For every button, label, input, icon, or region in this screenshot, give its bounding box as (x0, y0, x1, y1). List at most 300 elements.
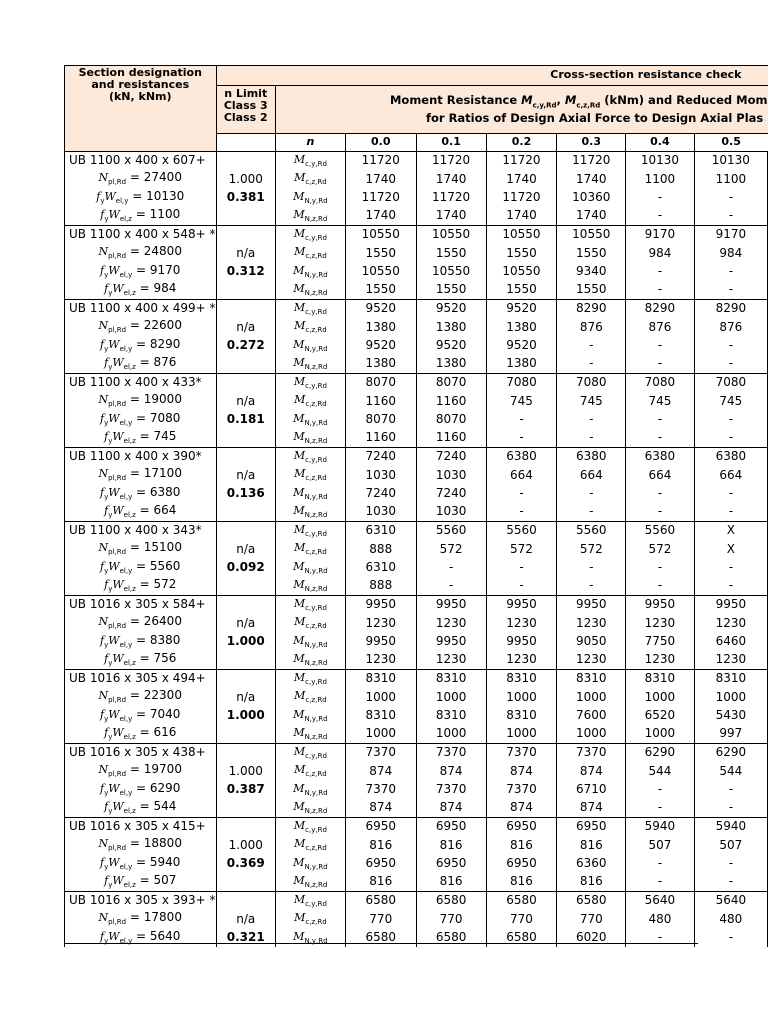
table-row (65, 873, 768, 892)
fy-wel-y: $f_yW_{el,y} = 6290$ (65, 781, 217, 800)
value-cell: 9950 (416, 596, 486, 615)
n-limit-class2: 0.321 (216, 929, 275, 948)
value-cell: 1000 (626, 688, 695, 707)
npl-rd: $N_{pl,Rd} = 24800$ (65, 244, 217, 263)
value-cell: 1160 (416, 392, 486, 411)
value-cell: 1380 (345, 355, 416, 374)
value-cell: 9520 (345, 337, 416, 356)
moment-label-subscript: N,y,Rd (304, 271, 328, 279)
table-row (65, 855, 768, 874)
moment-label: $M_{N,z,Rd}$ (275, 355, 345, 374)
value-cell: 1000 (694, 688, 767, 707)
moment-label-subscript: c,z,Rd (305, 622, 327, 631)
value-cell: 6950 (486, 818, 557, 837)
n-limit-blank (216, 503, 275, 522)
value-cell: - (557, 503, 626, 522)
section-name: UB 1100 x 400 x 499+ * (65, 300, 217, 319)
moment-label: $M_{c,z,Rd}$ (275, 614, 345, 633)
value-cell: 8310 (345, 707, 416, 726)
value-cell: 984 (626, 244, 695, 263)
moment-label: $M_{N,y,Rd}$ (275, 929, 345, 948)
value-cell: 6710 (557, 781, 626, 800)
value-cell: 888 (345, 577, 416, 596)
n-limit-blank (216, 281, 275, 300)
moment-label: $M_{c,y,Rd}$ (275, 596, 345, 615)
fwy-value: 5640 (149, 928, 181, 943)
table-row (65, 300, 768, 319)
npl-value: 19700 (143, 762, 182, 777)
value-cell: - (694, 873, 767, 892)
moment-label: $M_{c,z,Rd}$ (275, 318, 345, 337)
fy-wel-y: $f_yW_{el,y} = 5640$ (65, 929, 217, 948)
value-cell: 816 (486, 873, 557, 892)
value-cell: 1000 (345, 725, 416, 744)
moment-label: $M_{c,y,Rd}$ (275, 522, 345, 541)
value-cell: 7600 (557, 707, 626, 726)
n-limit-blank (216, 300, 275, 319)
n-limit-class3: n/a (216, 392, 275, 411)
moment-label-subscript: c,y,Rd (305, 234, 327, 243)
value-cell: - (626, 411, 695, 430)
value-cell: 1740 (416, 170, 486, 189)
moment-subscript: c,y,Rd (532, 101, 557, 110)
value-cell: 8070 (416, 374, 486, 393)
value-cell: 9170 (694, 226, 767, 245)
value-cell: - (694, 337, 767, 356)
moment-label-subscript: c,y,Rd (305, 900, 327, 909)
fy-wel-z: $f_yW_{el,z} = 616$ (65, 725, 217, 744)
fy-wel-z: $f_yW_{el,z} = 1100$ (65, 207, 217, 226)
moment-label-subscript: c,z,Rd (305, 400, 327, 409)
value-cell: - (626, 503, 695, 522)
value-cell: 8070 (345, 374, 416, 393)
n-limit-class3: n/a (216, 614, 275, 633)
value-cell: 984 (694, 244, 767, 263)
section-header-line: Section designation (78, 66, 202, 79)
value-cell: 1230 (626, 651, 695, 670)
fwy-value: 10130 (146, 188, 185, 203)
value-cell: 664 (626, 466, 695, 485)
value-cell: 664 (486, 466, 557, 485)
value-cell: 7370 (345, 781, 416, 800)
value-cell: 5560 (557, 522, 626, 541)
moment-label-subscript: c,y,Rd (305, 604, 327, 613)
fwz-value: 1100 (149, 207, 181, 222)
moment-label-subscript: N,y,Rd (304, 567, 328, 575)
value-cell: 1380 (486, 318, 557, 337)
npl-value: 15100 (143, 540, 182, 555)
value-cell: 507 (694, 836, 767, 855)
npl-rd: $N_{pl,Rd} = 19700$ (65, 762, 217, 781)
n-limit-class2: 0.092 (216, 559, 275, 578)
value-cell: 888 (345, 540, 416, 559)
value-cell: 1740 (486, 207, 557, 226)
value-cell: 11720 (486, 189, 557, 208)
value-cell: - (486, 429, 557, 448)
n-limit-blank (216, 670, 275, 689)
fy-wel-z: $f_yW_{el,z} = 664$ (65, 503, 217, 522)
npl-rd: $N_{pl,Rd} = 26400$ (65, 614, 217, 633)
table-row (65, 337, 768, 356)
value-cell: 10550 (345, 226, 416, 245)
moment-label-subscript: N,y,Rd (304, 789, 328, 797)
moment-label-subscript: N,y,Rd (304, 419, 328, 427)
npl-rd: $N_{pl,Rd} = 27400$ (65, 170, 217, 189)
value-cell: 745 (486, 392, 557, 411)
n-limit-blank (216, 374, 275, 393)
npl-value: 17100 (143, 466, 182, 481)
value-cell: 6380 (486, 448, 557, 467)
value-cell: 1230 (486, 651, 557, 670)
value-cell: - (626, 281, 695, 300)
moment-label: $M_{N,z,Rd}$ (275, 503, 345, 522)
n-limit-class2: 1.000 (216, 707, 275, 726)
value-cell: 770 (416, 910, 486, 929)
moment-label: $M_{N,y,Rd}$ (275, 855, 345, 874)
n-value: 0.1 (416, 134, 486, 152)
value-cell: 6580 (345, 929, 416, 948)
n-limit-class3: n/a (216, 540, 275, 559)
n-limit-class2: 0.136 (216, 485, 275, 504)
value-cell: 9050 (557, 633, 626, 652)
value-cell: 10550 (486, 226, 557, 245)
n-limit-class2: 0.369 (216, 855, 275, 874)
moment-label: $M_{c,z,Rd}$ (275, 170, 345, 189)
value-cell: 6310 (345, 522, 416, 541)
value-cell: 1740 (345, 170, 416, 189)
value-cell: - (557, 485, 626, 504)
n-limit-blank (216, 207, 275, 226)
value-cell: 9520 (416, 337, 486, 356)
value-cell: - (626, 207, 695, 226)
value-cell: 1380 (416, 318, 486, 337)
fwz-value: 544 (153, 799, 177, 814)
value-cell: - (416, 577, 486, 596)
value-cell: 9170 (626, 226, 695, 245)
moment-label-subscript: c,y,Rd (305, 678, 327, 687)
fy-wel-z: $f_yW_{el,z} = 876$ (65, 355, 217, 374)
value-cell: 874 (557, 799, 626, 818)
moment-subscript: c,z,Rd (576, 101, 601, 110)
value-cell: 664 (694, 466, 767, 485)
section-name: UB 1016 x 305 x 584+ (65, 596, 217, 615)
n-limit-class3: 1.000 (216, 836, 275, 855)
fy-wel-y: $f_yW_{el,y} = 5560$ (65, 559, 217, 578)
header-row-1 (65, 66, 768, 86)
value-cell: 1550 (486, 244, 557, 263)
fwy-value: 6380 (149, 484, 181, 499)
n-value: 0.2 (486, 134, 557, 152)
value-cell: 9520 (345, 300, 416, 319)
moment-label: $M_{c,y,Rd}$ (275, 670, 345, 689)
value-cell: 8290 (557, 300, 626, 319)
value-cell: 745 (557, 392, 626, 411)
value-cell: - (626, 189, 695, 208)
moment-label: $M_{N,z,Rd}$ (275, 281, 345, 300)
table-row (65, 688, 768, 707)
value-cell: 1550 (557, 281, 626, 300)
n-limit-class2: 0.387 (216, 781, 275, 800)
value-cell: - (486, 559, 557, 578)
table-row (65, 318, 768, 337)
value-cell: 770 (345, 910, 416, 929)
value-cell: 6310 (345, 559, 416, 578)
n-limit-class3: n/a (216, 466, 275, 485)
value-cell: 1380 (486, 355, 557, 374)
value-cell: 10550 (557, 226, 626, 245)
value-cell: 572 (416, 540, 486, 559)
table-row (65, 466, 768, 485)
fwz-value: 984 (153, 281, 177, 296)
fwz-value: 876 (153, 355, 177, 370)
moment-label: $M_{c,z,Rd}$ (275, 466, 345, 485)
moment-label: $M_{c,y,Rd}$ (275, 744, 345, 763)
value-cell: 9520 (486, 337, 557, 356)
value-cell: 1230 (486, 614, 557, 633)
section-name: UB 1016 x 305 x 415+ (65, 818, 217, 837)
npl-rd: $N_{pl,Rd} = 18800$ (65, 836, 217, 855)
moment-label: $M_{c,y,Rd}$ (275, 226, 345, 245)
table-row (65, 596, 768, 615)
npl-value: 22600 (143, 318, 182, 333)
value-cell: 480 (626, 910, 695, 929)
value-cell: 745 (694, 392, 767, 411)
value-cell: 8310 (486, 707, 557, 726)
npl-rd: $N_{pl,Rd} = 15100$ (65, 540, 217, 559)
value-cell: 7080 (486, 374, 557, 393)
moment-label-subscript: c,z,Rd (305, 326, 327, 335)
n-limit-class3: n/a (216, 688, 275, 707)
fwy-value: 8290 (149, 336, 181, 351)
moment-label-subscript: c,z,Rd (305, 474, 327, 483)
fy-wel-y: $f_yW_{el,y} = 8380$ (65, 633, 217, 652)
value-cell: - (557, 429, 626, 448)
value-cell: 816 (486, 836, 557, 855)
value-cell: 1550 (557, 244, 626, 263)
n-limit-blank (216, 873, 275, 892)
value-cell: 6290 (694, 744, 767, 763)
value-cell: 876 (694, 318, 767, 337)
fy-wel-z: $f_yW_{el,z} = 984$ (65, 281, 217, 300)
table-row (65, 744, 768, 763)
npl-value: 18800 (143, 836, 182, 851)
moment-label-subscript: c,z,Rd (305, 770, 327, 779)
moment-label: $M_{N,z,Rd}$ (275, 429, 345, 448)
table-row (65, 651, 768, 670)
moment-label-subscript: c,z,Rd (305, 548, 327, 557)
table-row (65, 226, 768, 245)
moment-label-subscript: c,y,Rd (305, 826, 327, 835)
n-limit-class3: 1.000 (216, 170, 275, 189)
value-cell: 1380 (416, 355, 486, 374)
value-cell: - (626, 263, 695, 282)
value-cell: - (694, 355, 767, 374)
value-cell: 1000 (626, 725, 695, 744)
value-cell: 1000 (416, 688, 486, 707)
value-cell: - (694, 281, 767, 300)
npl-rd: $N_{pl,Rd} = 19000$ (65, 392, 217, 411)
resistance-table (64, 65, 768, 947)
value-cell: - (557, 337, 626, 356)
value-cell: 1100 (694, 170, 767, 189)
value-cell: 1740 (416, 207, 486, 226)
value-cell: - (626, 429, 695, 448)
table-row (65, 836, 768, 855)
table-row (65, 244, 768, 263)
table-row (65, 929, 768, 948)
moment-label-subscript: c,y,Rd (305, 456, 327, 465)
value-cell: 1230 (557, 651, 626, 670)
value-cell: 6950 (345, 855, 416, 874)
n-value: 0.4 (626, 134, 695, 152)
fy-wel-y: $f_yW_{el,y} = 5940$ (65, 855, 217, 874)
value-cell: 1160 (345, 392, 416, 411)
value-cell: - (626, 355, 695, 374)
n-blank-cell (216, 134, 275, 152)
value-cell: 480 (694, 910, 767, 929)
section-name: UB 1016 x 305 x 438+ (65, 744, 217, 763)
moment-label: $M_{c,y,Rd}$ (275, 374, 345, 393)
value-cell: 1230 (694, 651, 767, 670)
value-cell: 572 (626, 540, 695, 559)
n-value: 0.0 (345, 134, 416, 152)
section-header-line: (kN, kNm) (108, 90, 172, 104)
value-cell: 9950 (345, 633, 416, 652)
value-cell: - (694, 855, 767, 874)
fy-wel-y: $f_yW_{el,y} = 6380$ (65, 485, 217, 504)
value-cell: 9950 (416, 633, 486, 652)
value-cell: 6460 (694, 633, 767, 652)
value-cell: 8310 (557, 670, 626, 689)
value-cell: 9950 (694, 596, 767, 615)
value-cell: - (626, 485, 695, 504)
value-cell: 6950 (345, 818, 416, 837)
value-cell: - (486, 577, 557, 596)
value-cell: 8310 (486, 670, 557, 689)
fwz-value: 572 (153, 577, 177, 592)
value-cell: 11720 (416, 189, 486, 208)
value-cell: - (694, 411, 767, 430)
table-row (65, 429, 768, 448)
value-cell: 1000 (557, 725, 626, 744)
value-cell: 876 (557, 318, 626, 337)
n-limit-class2: 0.272 (216, 337, 275, 356)
fy-wel-z: $f_yW_{el,z} = 544$ (65, 799, 217, 818)
n-limit-line: Class 2 (223, 111, 268, 125)
moment-label: $M_{N,z,Rd}$ (275, 207, 345, 226)
value-cell: 10550 (486, 263, 557, 282)
n-limit-class2: 0.312 (216, 263, 275, 282)
moment-label: $M_{N,y,Rd}$ (275, 781, 345, 800)
value-cell: 664 (557, 466, 626, 485)
moment-label: $M_{N,y,Rd}$ (275, 707, 345, 726)
value-cell: 6580 (557, 892, 626, 911)
value-cell: 8310 (416, 670, 486, 689)
moment-label: $M_{c,y,Rd}$ (275, 892, 345, 911)
value-cell: 816 (416, 836, 486, 855)
table-row (65, 559, 768, 578)
fwy-value: 8380 (149, 632, 181, 647)
value-cell: - (626, 873, 695, 892)
table-row (65, 799, 768, 818)
fy-wel-y: $f_yW_{el,y} = 7040$ (65, 707, 217, 726)
value-cell: 1000 (345, 688, 416, 707)
table-row (65, 633, 768, 652)
n-limit-blank (216, 651, 275, 670)
value-cell: 874 (557, 762, 626, 781)
value-cell: - (694, 503, 767, 522)
value-cell: 1000 (416, 725, 486, 744)
table-row (65, 577, 768, 596)
value-cell: 1030 (345, 466, 416, 485)
value-cell: 6380 (557, 448, 626, 467)
value-cell: 874 (416, 799, 486, 818)
value-cell: 876 (626, 318, 695, 337)
value-cell: 8070 (416, 411, 486, 430)
moment-label-subscript: N,y,Rd (304, 715, 328, 723)
value-cell: 1160 (345, 429, 416, 448)
moment-symbol: M (564, 93, 577, 108)
value-cell: 770 (557, 910, 626, 929)
value-cell: 1380 (345, 318, 416, 337)
value-cell: 9950 (486, 633, 557, 652)
n-limit-class2: 0.181 (216, 411, 275, 430)
value-cell: 1740 (486, 170, 557, 189)
n-limit-blank (216, 892, 275, 911)
table-row (65, 892, 768, 911)
value-cell: 5940 (694, 818, 767, 837)
n-limit-class3: n/a (216, 318, 275, 337)
table-row (65, 540, 768, 559)
subtitle-line-1 (390, 94, 768, 110)
moment-label: $M_{N,z,Rd}$ (275, 873, 345, 892)
value-cell: 7370 (557, 744, 626, 763)
table-row (65, 503, 768, 522)
value-cell: 5940 (626, 818, 695, 837)
subtitle-text: , (556, 93, 565, 108)
table-row (65, 910, 768, 929)
value-cell: 7370 (345, 744, 416, 763)
table-row (65, 152, 768, 171)
value-cell: 745 (626, 392, 695, 411)
table-title: Cross-section resistance check (216, 66, 767, 86)
value-cell: - (626, 855, 695, 874)
value-cell: - (694, 559, 767, 578)
value-cell: 1000 (486, 725, 557, 744)
value-cell: 1740 (345, 207, 416, 226)
table-row (65, 207, 768, 226)
value-cell: 816 (416, 873, 486, 892)
value-cell: - (626, 799, 695, 818)
n-limit-blank (216, 448, 275, 467)
moment-label-subscript: N,z,Rd (304, 585, 328, 594)
value-cell: 1230 (416, 651, 486, 670)
value-cell: 1160 (416, 429, 486, 448)
n-limit-line: n Limit (224, 87, 268, 100)
value-cell: 8290 (626, 300, 695, 319)
fwy-value: 9170 (149, 262, 181, 277)
table-row (65, 762, 768, 781)
value-cell: 9950 (557, 596, 626, 615)
table-subtitle (275, 86, 767, 134)
value-cell: 8310 (345, 670, 416, 689)
npl-value: 19000 (143, 392, 182, 407)
moment-label: $M_{N,z,Rd}$ (275, 651, 345, 670)
n-limit-blank (216, 522, 275, 541)
moment-label: $M_{N,z,Rd}$ (275, 725, 345, 744)
value-cell: 10130 (694, 152, 767, 171)
moment-label: $M_{c,y,Rd}$ (275, 448, 345, 467)
